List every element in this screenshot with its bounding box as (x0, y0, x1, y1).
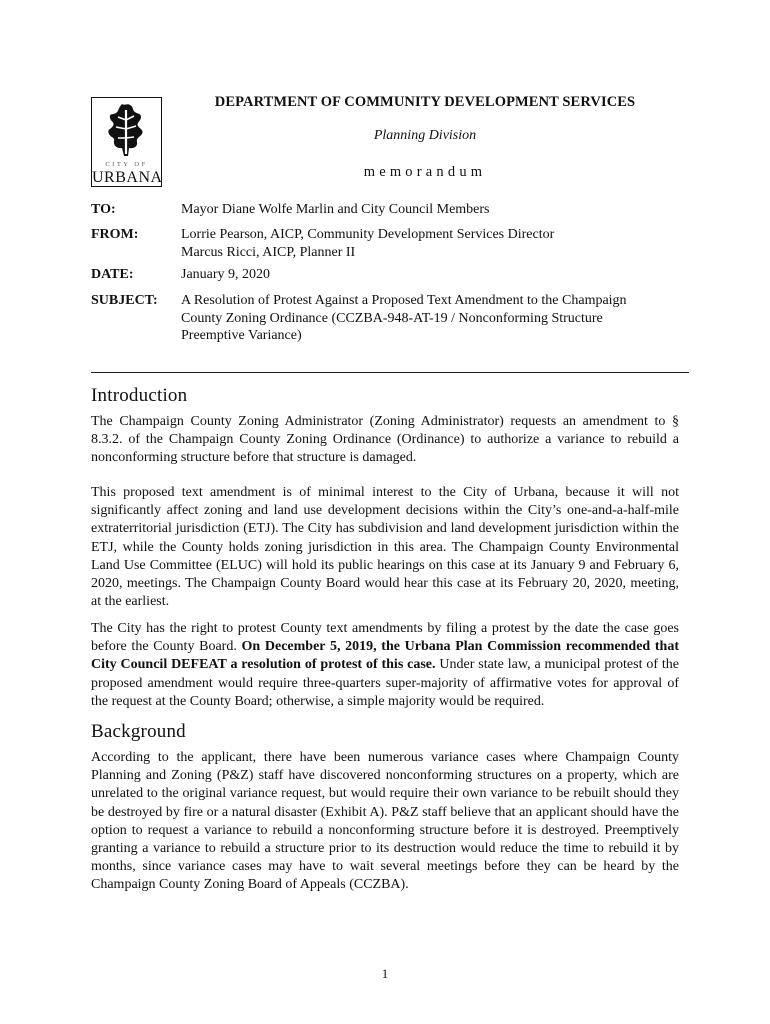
division-title: Planning Division (373, 128, 477, 143)
background-paragraph-1: According to the applicant, there have been numerous variance cases where Champaign County Planning and Zoning (P&Z) staff have discovered nonconforming structures on a property, which are unrelated to the original variance request, but would require their own variance to be rebuilt should they be destroyed by fire or a natural disaster (Exhibit A). P&Z staff believe that an applicant should have the option to request a variance to rebuild a nonconforming structure before it is destroyed. Preemptively granting a variance to rebuild a structure prior to its destruction would reduce the time to rebuild it by months, since variance cases may have to wait several meetings before they can be heard by the Champaign County Zoning Board of Appeals (CCZBA). (91, 750, 679, 893)
intro-p3-text-a: The City has the right to protest County text amendments by filing a protest by the date the case goes before the County Board. (91, 621, 679, 655)
intro-paragraph-1: The Champaign County Zoning Administrator (Zoning Administrator) requests an amendment to § 8.3.2. of the Champaign County Zoning Ordinance (Ordinance) to authorize a variance to rebuild a nonconforming structure before that structure is damaged. (91, 414, 679, 466)
logo-city-of-text: CITY OF (105, 161, 148, 168)
from-line-1: Lorrie Pearson, AICP, Community Development Services Director (181, 227, 555, 242)
intro-p3-text-c: Under state law, a municipal protest of the proposed amendment would require three-quarters super-majority of affirmative votes for approval of the request at the County Board; otherwise, a simple majority would be required. (91, 657, 679, 709)
department-title: DEPARTMENT OF COMMUNITY DEVELOPMENT SERVICES (214, 94, 636, 110)
subject-value: A Resolution of Protest Against a Proposed Text Amendment to the Champaign County Zoning Ordinance (CCZBA-948-AT-19 / Nonconforming Structure Preemptive Variance) (181, 293, 627, 343)
subject-label: SUBJECT: (91, 293, 158, 308)
date-value: January 9, 2020 (181, 267, 271, 282)
intro-paragraph-3 (91, 620, 679, 711)
from-value (181, 226, 661, 261)
logo-urbana-text: URBANA (92, 169, 163, 186)
introduction-heading: Introduction (91, 385, 188, 406)
from-line-2: Marcus Ricci, AICP, Planner II (181, 244, 356, 260)
city-of-urbana-logo (91, 97, 162, 187)
background-heading: Background (91, 721, 186, 742)
header-divider (91, 372, 689, 373)
oak-leaf-icon (92, 98, 160, 160)
document-type: memorandum (363, 164, 487, 180)
to-label: TO: (91, 202, 116, 217)
intro-p3-bold: On December 5, 2019, the Urbana Plan Commission recommended that City Council DEFEAT a resolution of protest of this case. (91, 639, 680, 673)
from-label: FROM: (91, 227, 139, 242)
page-number: 1 (381, 966, 389, 981)
date-label: DATE: (91, 267, 134, 282)
to-value: Mayor Diane Wolfe Marlin and City Council Members (181, 202, 490, 217)
intro-paragraph-2: This proposed text amendment is of minimal interest to the City of Urbana, because it will not significantly affect zoning and land use development decisions within the City’s one-and-a-half-mile extraterritorial jurisdiction (ETJ). The City has subdivision and land development jurisdiction within the ETJ, while the County holds zoning jurisdiction in this area. The Champaign County Environmental Land Use Committee (ELUC) will hold its public hearings on this case at its January 9 and February 6, 2020, meetings. The Champaign County Board would hear this case at its February 20, 2020, meeting, at the earliest. (91, 485, 679, 610)
